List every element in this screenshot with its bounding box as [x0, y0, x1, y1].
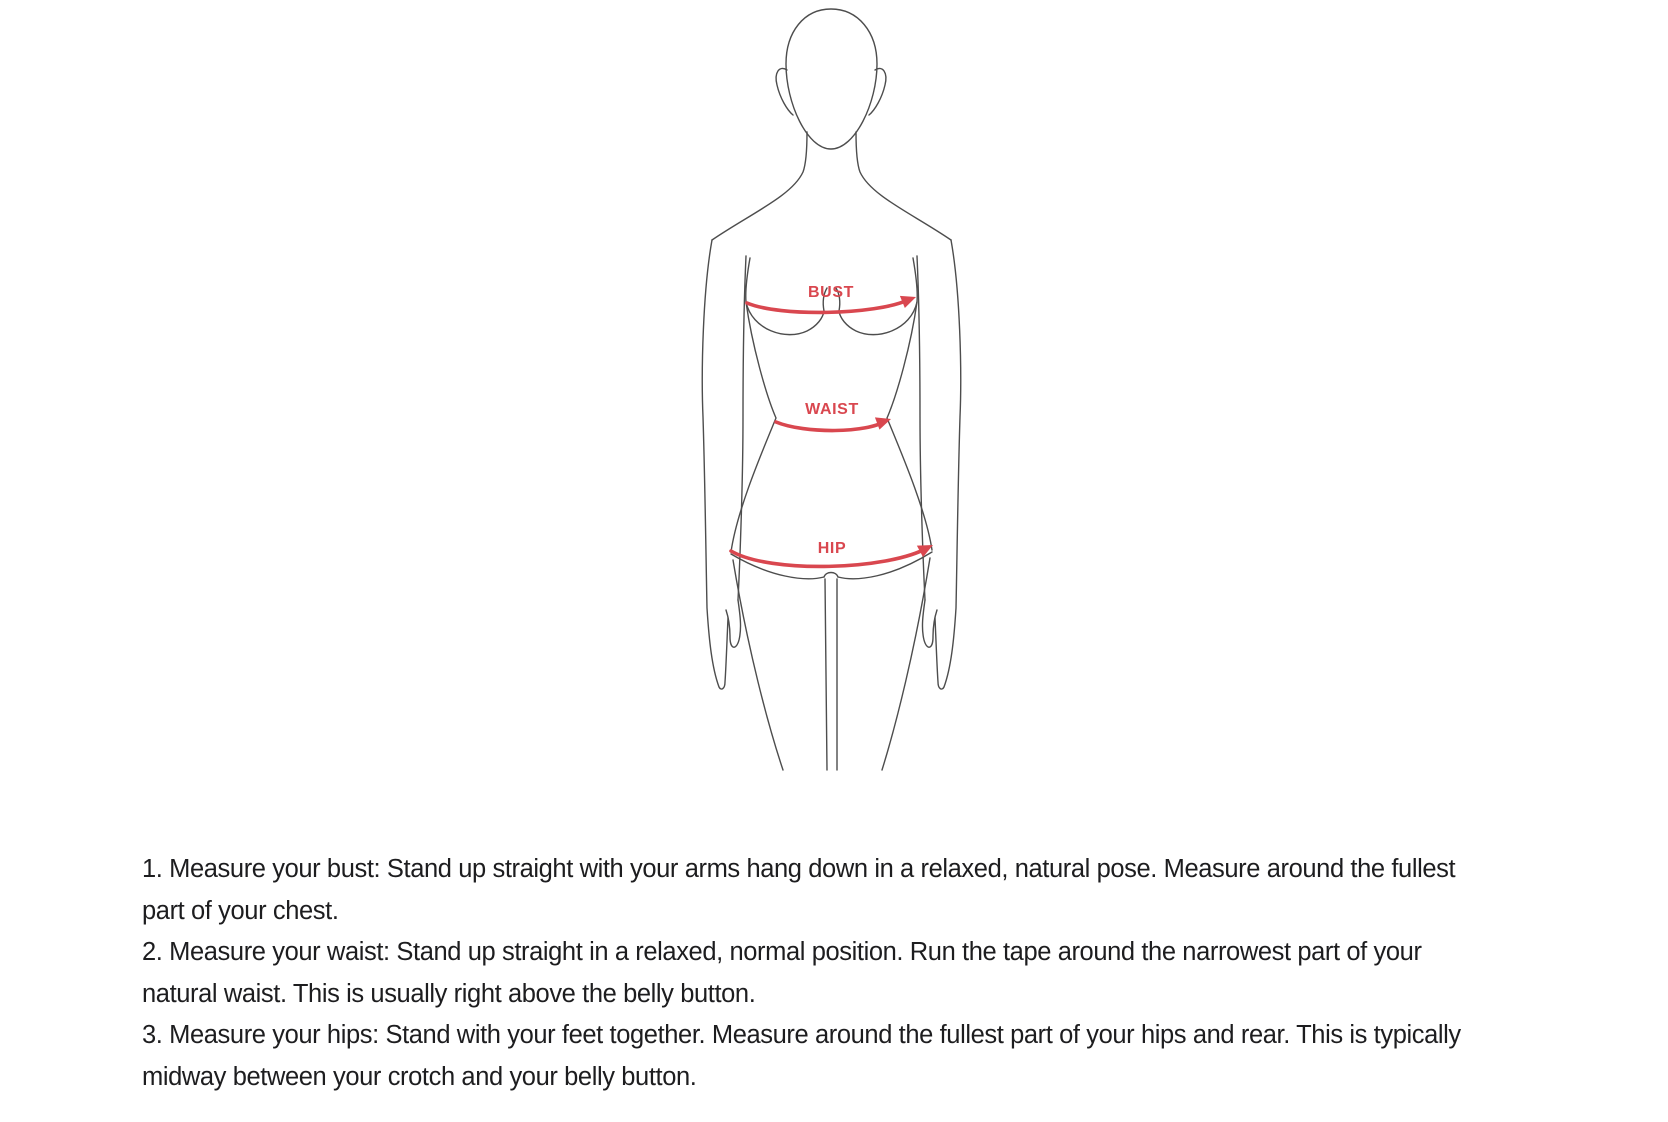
bust-measurement [747, 284, 918, 312]
head-outline [786, 9, 877, 149]
hip-measurement [731, 540, 936, 567]
right-leg-outer [882, 558, 930, 770]
left-neck-shoulder [712, 132, 807, 240]
right-arm-outer [935, 240, 961, 689]
instruction-line: natural waist. This is usually right above the belly button. [142, 979, 756, 1008]
waist-measurement [776, 401, 893, 431]
bust-label: BUST [808, 284, 854, 301]
measurement-instructions [142, 849, 1461, 1098]
crotch-curve [824, 573, 838, 578]
left-leg-inner [825, 579, 827, 770]
waist-label: WAIST [805, 401, 859, 418]
instruction-line: 3. Measure your hips: Stand with your feet together. Measure around the fullest part of your hips and rear. This is typically [142, 1021, 1461, 1049]
instruction-line: 2. Measure your waist: Stand up straight in a relaxed, normal position. Run the tape around the narrowest part of your [142, 938, 1422, 966]
waist-arrow [776, 421, 885, 431]
left-leg-outer [733, 560, 783, 770]
body-measurement-diagram [640, 0, 1024, 790]
hip-label: HIP [817, 540, 847, 557]
instruction-line: part of your chest. [142, 896, 339, 925]
instruction-line: 1. Measure your bust: Stand up straight with your arms hang down in a relaxed, natural pose. Measure around the fullest [142, 855, 1456, 883]
right-neck-shoulder [856, 132, 951, 240]
right-ear [869, 68, 886, 115]
figure-outline [702, 9, 960, 770]
left-arm-outer [702, 240, 728, 689]
instruction-line: midway between your crotch and your belly button. [142, 1062, 697, 1091]
left-ear [776, 68, 793, 115]
left-arm-inner [738, 256, 746, 600]
left-torso-side [731, 258, 776, 552]
bust-arrow [747, 300, 908, 312]
